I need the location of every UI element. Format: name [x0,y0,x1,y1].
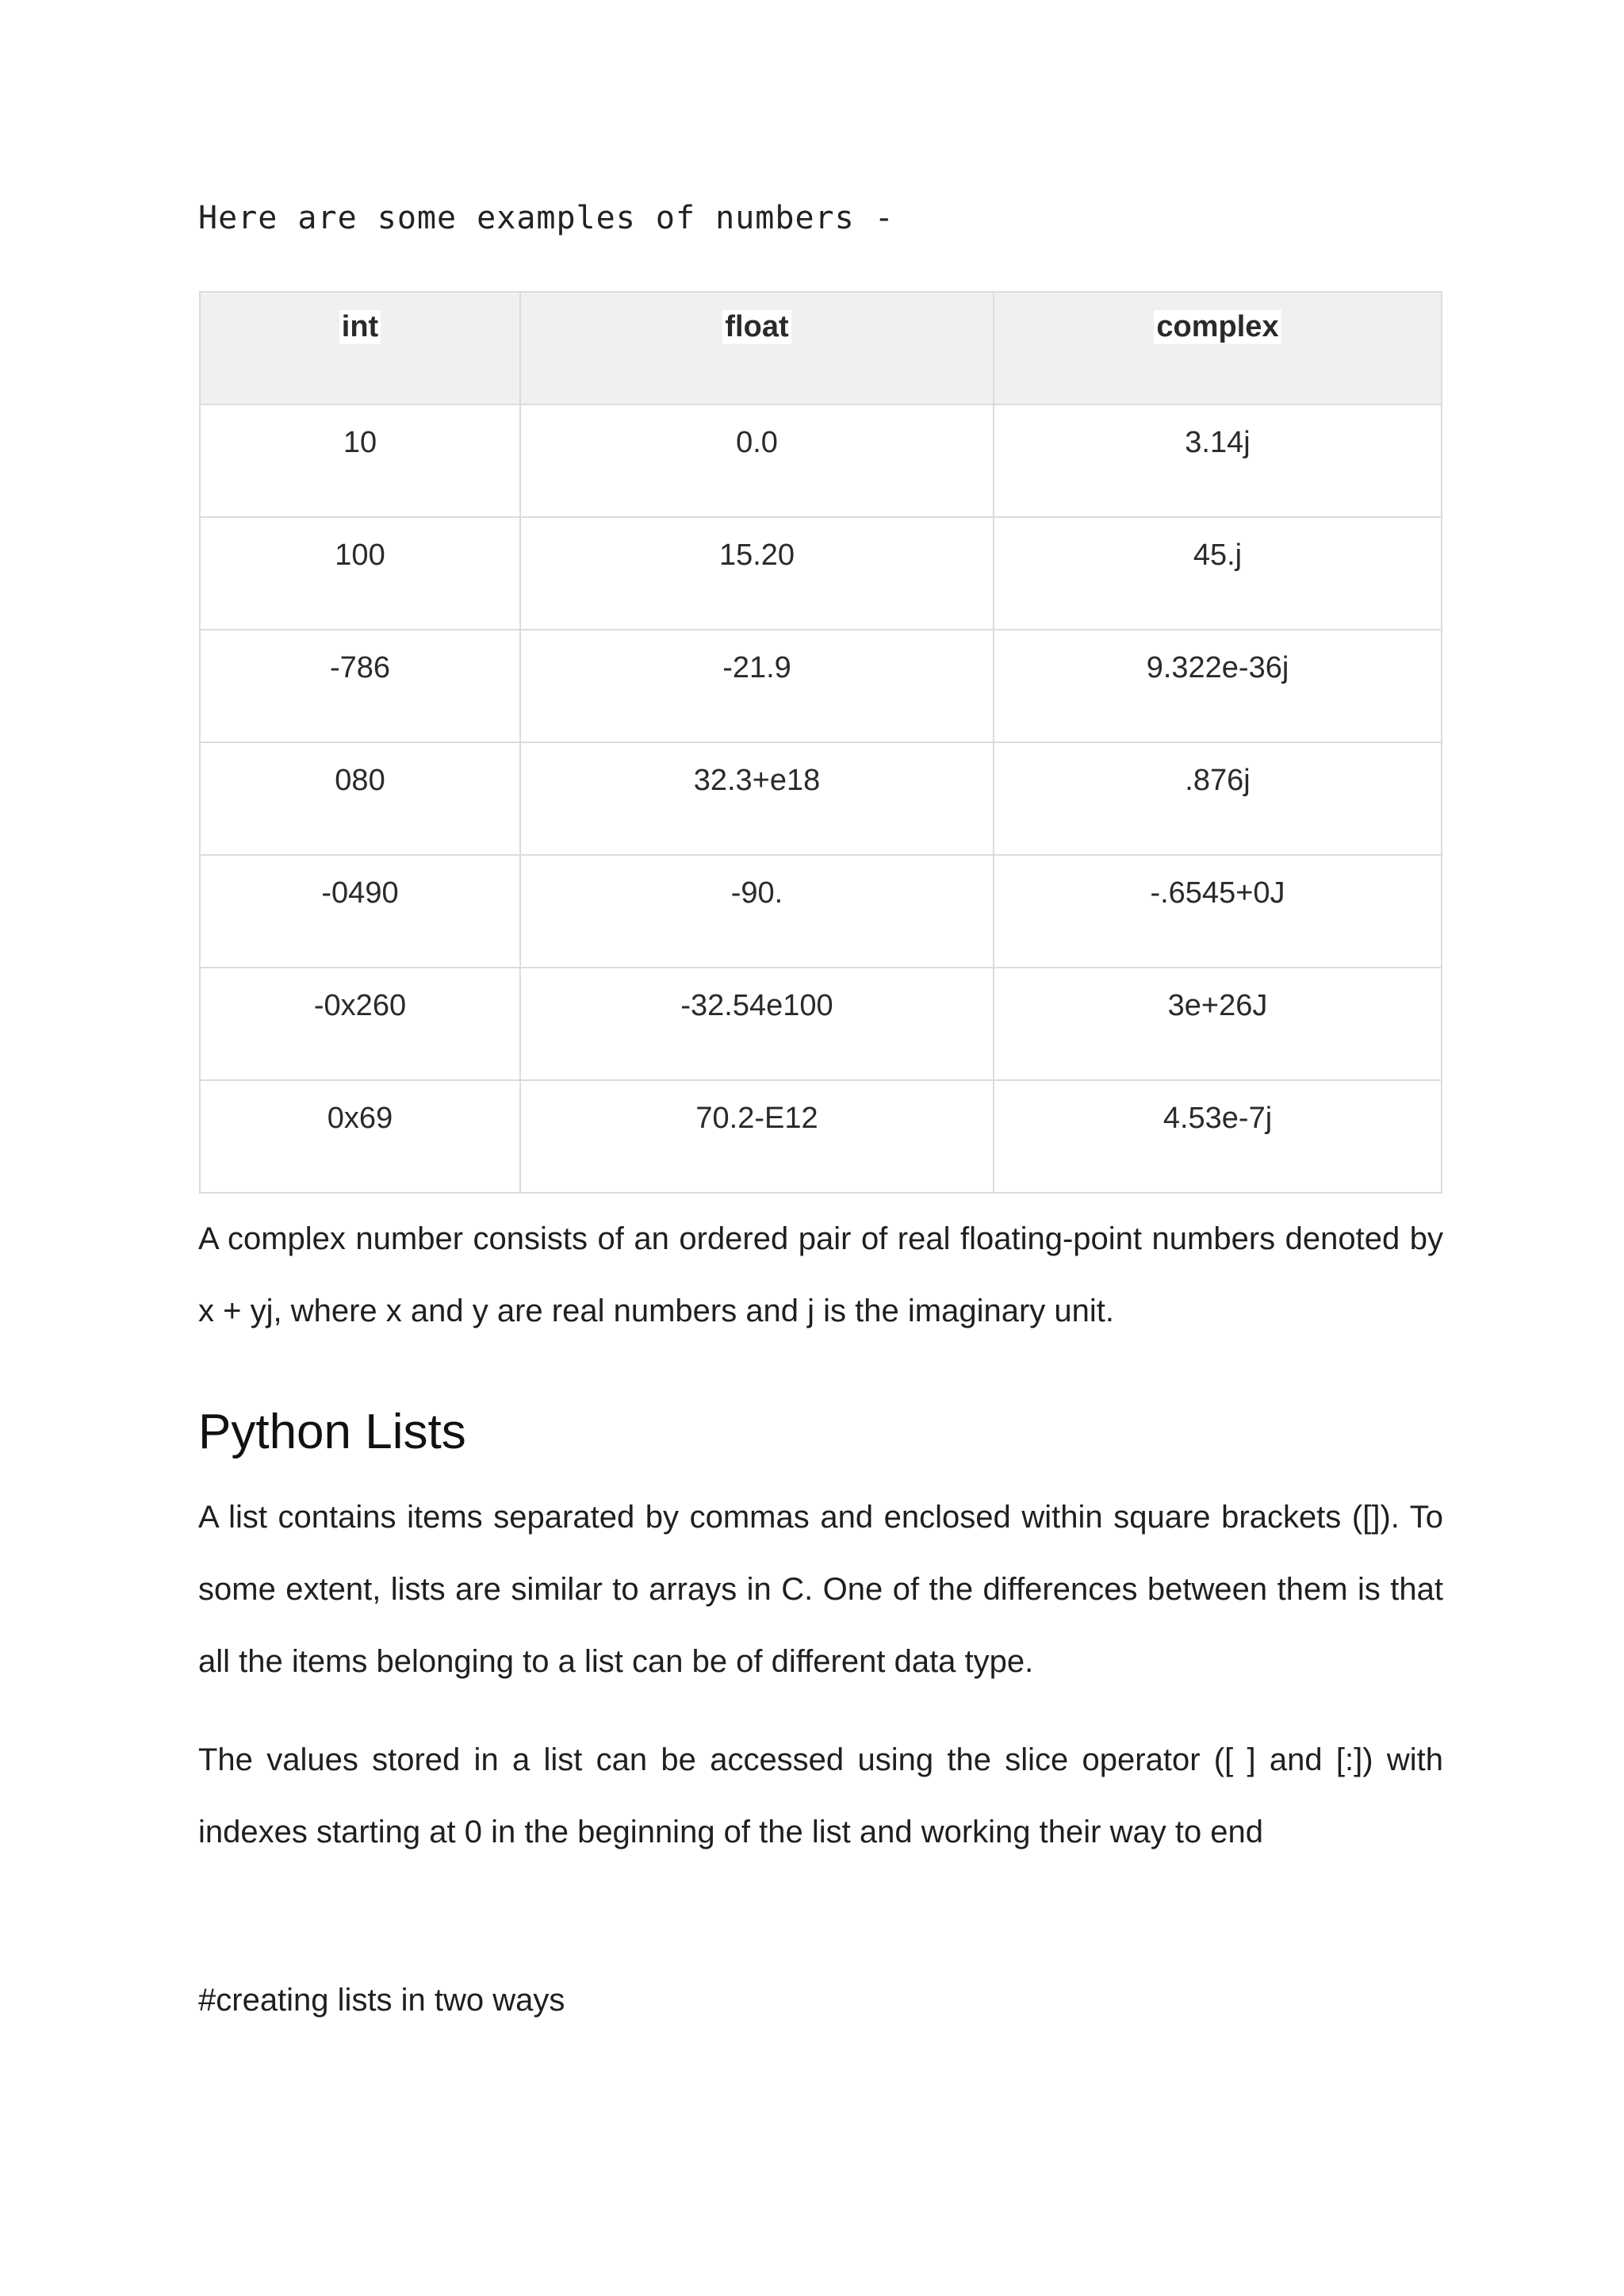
table-row [200,968,1442,1080]
table-cell: 70.2-E12 [520,1080,994,1193]
table-cell: -90. [520,855,994,968]
table-row [200,630,1442,742]
number-examples-table [199,291,1442,1194]
table-cell: -0490 [200,855,520,968]
table-cell: 0.0 [520,404,994,517]
header-complex: complex [994,292,1442,404]
table-cell: 0x69 [200,1080,520,1193]
table-cell: -32.54e100 [520,968,994,1080]
table-header-row [200,292,1442,404]
intro-text: Here are some examples of numbers - [198,200,894,236]
table-row [200,742,1442,855]
table-row [200,1080,1442,1193]
table-cell: 080 [200,742,520,855]
table-cell: -0x260 [200,968,520,1080]
table-cell: -21.9 [520,630,994,742]
python-lists-heading: Python Lists [198,1405,466,1459]
table-cell: .876j [994,742,1442,855]
lists-paragraph-1: A list contains items separated by commas and enclosed within square brackets ([]). To some extent, lists are similar to arrays in C. One of the differences between them is that all the items belonging to a list can be of different data type. [198,1500,1443,1679]
table-cell: 10 [200,404,520,517]
complex-number-paragraph: A complex number consists of an ordered pair of real floating-point numbers denoted by x + yj, where x and y are real numbers and j is the imaginary unit. [198,1221,1443,1328]
table-cell: -786 [200,630,520,742]
table-cell: -.6545+0J [994,855,1442,968]
table-cell: 4.53e-7j [994,1080,1442,1193]
table-cell: 9.322e-36j [994,630,1442,742]
header-float: float [520,292,994,404]
table-cell: 15.20 [520,517,994,630]
table-cell: 3.14j [994,404,1442,517]
table-row [200,404,1442,517]
table-row [200,517,1442,630]
table-cell: 32.3+e18 [520,742,994,855]
table-cell: 3e+26J [994,968,1442,1080]
header-int: int [200,292,520,404]
table-row [200,855,1442,968]
table-cell: 45.j [994,517,1442,630]
code-comment: #creating lists in two ways [198,1983,565,2018]
lists-paragraph-2: The values stored in a list can be accessed using the slice operator ([ ] and [:]) with indexes starting at 0 in the beginning of the list and working their way to end [198,1742,1443,1849]
table-cell: 100 [200,517,520,630]
